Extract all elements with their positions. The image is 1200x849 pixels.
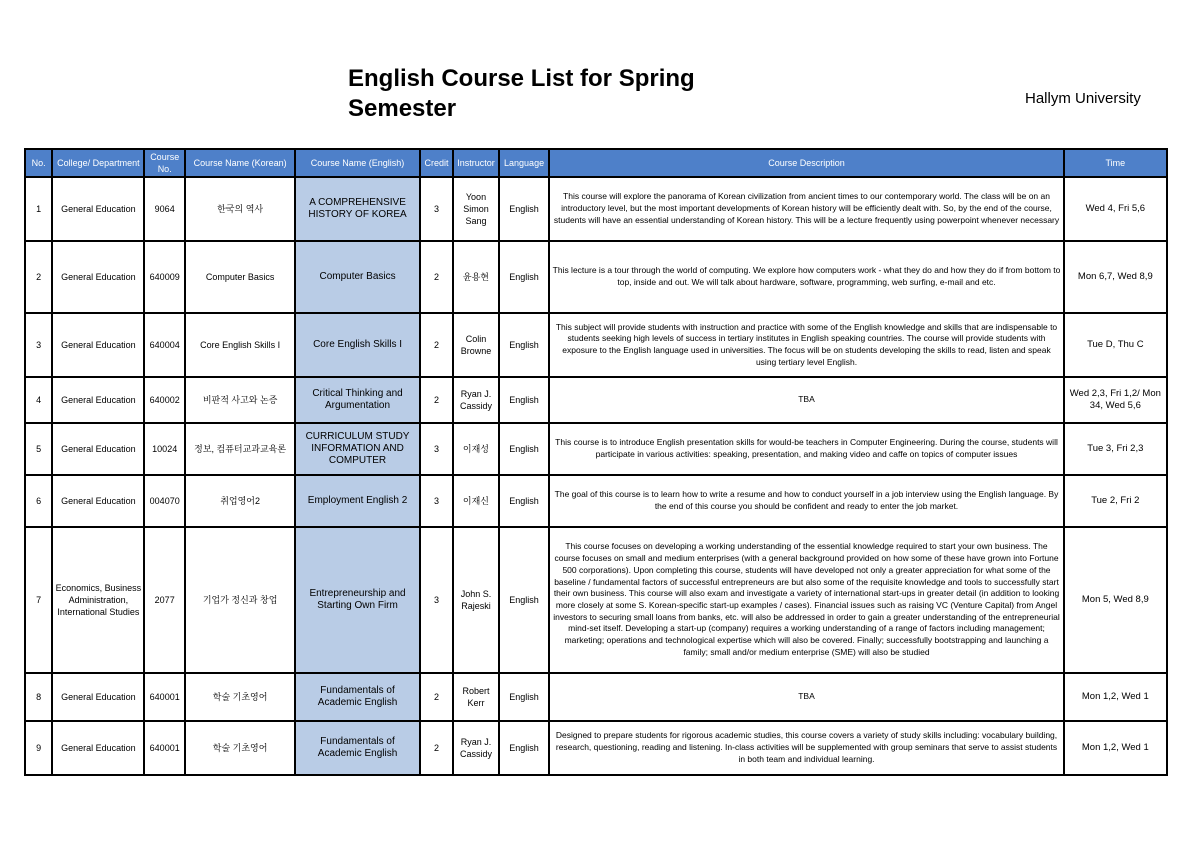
header-name-korean: Course Name (Korean) <box>185 149 295 177</box>
cell-no: 1 <box>25 177 52 241</box>
cell-no: 4 <box>25 377 52 423</box>
cell-language: English <box>499 241 550 313</box>
cell-college: General Education <box>52 313 144 377</box>
cell-college: General Education <box>52 377 144 423</box>
table-row <box>25 377 1167 423</box>
cell-credit: 3 <box>420 475 453 527</box>
cell-instructor: Yoon Simon Sang <box>453 177 499 241</box>
cell-description: This course focuses on developing a working understanding of the essential knowledge required to start your own business. The course focuses on small and medium enterprises (with a general background provided on how some of these have grown into Fortune 500 corporations). Upon completing this course, students will have developed not only a greater appreciation for what some of the baseline / fundamental factors of successful entrepreneurs are but also some of the requisite knowledge and tools to successfully start their own business. This course will also exam and investigate a variety of international start-ups in greater detail (in addition to looking more closely at some S. Korean-specific start-up examples / cases). Financial issues such as raising VC (Venture Capital) from Angel investors to securing small loans from banks, etc. will also be addressed in order to gain a greater understanding of the entrepreneurial mind-set itself. Developing a start-up (company) requires a working understanding of a range of factors including management; marketing; operations and technological expertise which will also be covered. Finally; successfully bootstrapping and launching a family; small and/or medium enterprise (SME) will also be studied <box>549 527 1063 673</box>
cell-instructor: 이재성 <box>453 423 499 475</box>
cell-time: Mon 5, Wed 8,9 <box>1064 527 1167 673</box>
cell-credit: 3 <box>420 177 453 241</box>
table-row <box>25 721 1167 775</box>
cell-course-no: 640002 <box>144 377 184 423</box>
table-row <box>25 475 1167 527</box>
cell-name-english: Employment English 2 <box>295 475 420 527</box>
cell-credit: 3 <box>420 527 453 673</box>
cell-name-english: CURRICULUM STUDY INFORMATION AND COMPUTER <box>295 423 420 475</box>
cell-no: 3 <box>25 313 52 377</box>
cell-language: English <box>499 313 550 377</box>
header-description: Course Description <box>549 149 1063 177</box>
header-time: Time <box>1064 149 1167 177</box>
cell-credit: 2 <box>420 377 453 423</box>
cell-college: General Education <box>52 423 144 475</box>
cell-language: English <box>499 673 550 721</box>
cell-name-korean: 한국의 역사 <box>185 177 295 241</box>
cell-no: 9 <box>25 721 52 775</box>
cell-no: 2 <box>25 241 52 313</box>
cell-time: Mon 6,7, Wed 8,9 <box>1064 241 1167 313</box>
cell-description: This subject will provide students with instruction and practice with some of the English knowledge and skills that are indispensable to students seeking high levels of success in tertiary institutes in English speaking countries. The course will provide students with exposure to the English language used in universities. The focus will be on students developing the skills to read, listen and speak using tertiary level English. <box>549 313 1063 377</box>
cell-credit: 2 <box>420 721 453 775</box>
cell-course-no: 9064 <box>144 177 184 241</box>
cell-language: English <box>499 423 550 475</box>
cell-language: English <box>499 475 550 527</box>
cell-no: 8 <box>25 673 52 721</box>
table-header-row <box>25 149 1167 177</box>
cell-instructor: 이재신 <box>453 475 499 527</box>
cell-name-korean: 기업가 정신과 창업 <box>185 527 295 673</box>
header-language: Language <box>499 149 550 177</box>
cell-name-korean: 비판적 사고와 논증 <box>185 377 295 423</box>
table-row <box>25 673 1167 721</box>
cell-description: This course is to introduce English presentation skills for would-be teachers in Computer Engineering. During the course, students will participate in various activities: speaking, presentation, and making video and caffe on topics of computer issues <box>549 423 1063 475</box>
cell-name-korean: Core English Skills I <box>185 313 295 377</box>
cell-name-english: Computer Basics <box>295 241 420 313</box>
cell-course-no: 004070 <box>144 475 184 527</box>
cell-course-no: 2077 <box>144 527 184 673</box>
table-row <box>25 241 1167 313</box>
cell-name-english: Fundamentals of Academic English <box>295 721 420 775</box>
cell-college: General Education <box>52 177 144 241</box>
cell-language: English <box>499 527 550 673</box>
cell-no: 5 <box>25 423 52 475</box>
cell-college: General Education <box>52 673 144 721</box>
cell-name-korean: 취업영어2 <box>185 475 295 527</box>
cell-no: 6 <box>25 475 52 527</box>
cell-credit: 3 <box>420 423 453 475</box>
cell-instructor: Ryan J. Cassidy <box>453 721 499 775</box>
cell-name-english: Critical Thinking and Argumentation <box>295 377 420 423</box>
cell-course-no: 10024 <box>144 423 184 475</box>
header-credit: Credit <box>420 149 453 177</box>
cell-language: English <box>499 177 550 241</box>
cell-credit: 2 <box>420 241 453 313</box>
cell-college: General Education <box>52 475 144 527</box>
header-no: No. <box>25 149 52 177</box>
cell-name-korean: Computer Basics <box>185 241 295 313</box>
cell-name-english: Fundamentals of Academic English <box>295 673 420 721</box>
header-course-no: Course No. <box>144 149 184 177</box>
header-instructor: Instructor <box>453 149 499 177</box>
cell-time: Tue 3, Fri 2,3 <box>1064 423 1167 475</box>
table-row <box>25 313 1167 377</box>
cell-time: Tue 2, Fri 2 <box>1064 475 1167 527</box>
cell-description: This course will explore the panorama of Korean civilization from ancient times to our contemporary world. The class will be on an introductory level, but the most important developments of Korean history will be efficiently dealt with. So, by the end of the course, students will have an essential understanding of Korean history. This will be a lecture frequently using powerpoint whenever necessary <box>549 177 1063 241</box>
cell-time: Wed 4, Fri 5,6 <box>1064 177 1167 241</box>
cell-name-korean: 학술 기초영어 <box>185 721 295 775</box>
cell-name-english: A COMPREHENSIVE HISTORY OF KOREA <box>295 177 420 241</box>
cell-language: English <box>499 721 550 775</box>
cell-instructor: Ryan J. Cassidy <box>453 377 499 423</box>
cell-credit: 2 <box>420 673 453 721</box>
university-name: Hallym University <box>1025 90 1141 107</box>
cell-course-no: 640001 <box>144 721 184 775</box>
cell-time: Wed 2,3, Fri 1,2/ Mon 34, Wed 5,6 <box>1064 377 1167 423</box>
table-row <box>25 527 1167 673</box>
cell-course-no: 640009 <box>144 241 184 313</box>
cell-time: Mon 1,2, Wed 1 <box>1064 673 1167 721</box>
cell-instructor: Robert Kerr <box>453 673 499 721</box>
page-title: English Course List for Spring Semester <box>348 65 695 122</box>
header-name-english: Course Name (English) <box>295 149 420 177</box>
cell-course-no: 640004 <box>144 313 184 377</box>
cell-description: TBA <box>549 377 1063 423</box>
cell-college: General Education <box>52 241 144 313</box>
cell-credit: 2 <box>420 313 453 377</box>
cell-college: General Education <box>52 721 144 775</box>
cell-description: Designed to prepare students for rigorous academic studies, this course covers a variety of study skills including: vocabulary building, research, questioning, reading and listening. In-class activities will be supplemented with group seminars that serve to assist students in both team and individual learning. <box>549 721 1063 775</box>
cell-name-korean: 정보, 컴퓨터교과교육론 <box>185 423 295 475</box>
cell-college: Economics, Business Administration, International Studies <box>52 527 144 673</box>
cell-instructor: Colin Browne <box>453 313 499 377</box>
cell-name-korean: 학술 기초영어 <box>185 673 295 721</box>
cell-time: Mon 1,2, Wed 1 <box>1064 721 1167 775</box>
table-row <box>25 423 1167 475</box>
cell-instructor: 윤용현 <box>453 241 499 313</box>
header-college: College/ Department <box>52 149 144 177</box>
cell-description: This lecture is a tour through the world of computing. We explore how computers work - what they do and how they do if from bottom to top, inside and out. We will talk about hardware, software, programming, web surfing, e-mail and etc. <box>549 241 1063 313</box>
cell-name-english: Entrepreneurship and Starting Own Firm <box>295 527 420 673</box>
cell-description: TBA <box>549 673 1063 721</box>
cell-description: The goal of this course is to learn how to write a resume and how to conduct yourself in a job interview using the English language. By the end of this course you should be confident and ready to enter the job market. <box>549 475 1063 527</box>
course-table <box>24 148 1168 776</box>
cell-time: Tue D, Thu C <box>1064 313 1167 377</box>
cell-name-english: Core English Skills I <box>295 313 420 377</box>
cell-instructor: John S. Rajeski <box>453 527 499 673</box>
table-row <box>25 177 1167 241</box>
cell-language: English <box>499 377 550 423</box>
cell-no: 7 <box>25 527 52 673</box>
cell-course-no: 640001 <box>144 673 184 721</box>
